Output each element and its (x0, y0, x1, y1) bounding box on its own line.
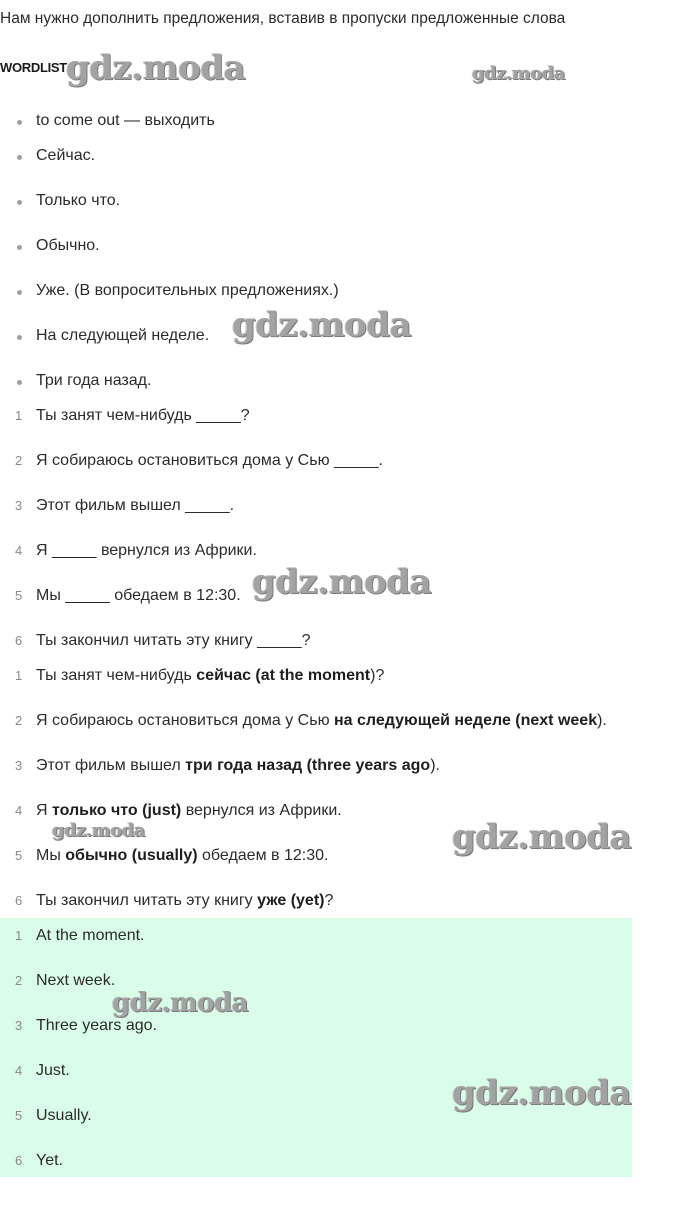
item-text (36, 890, 333, 912)
item-text: Я собираюсь остановиться дома у Сью _____. (36, 452, 383, 469)
item-number: 1 (15, 668, 23, 683)
watermark: gdz.moda (472, 63, 565, 84)
item-text: At the moment. (36, 927, 145, 944)
item-number: 5 (15, 1108, 23, 1123)
watermark: gdz.moda (452, 1073, 632, 1113)
item-text: Yet. (36, 1152, 63, 1169)
watermark: gdz.moda (66, 48, 246, 88)
item-text: Three years ago. (36, 1017, 157, 1034)
item-number: 4 (15, 1063, 23, 1078)
watermark: gdz.moda (252, 562, 432, 602)
wordlist-item: Сейчас. (36, 145, 95, 167)
answer-highlight: уже (yet) (257, 892, 325, 909)
text-before: Мы (36, 847, 66, 864)
item-text (36, 710, 607, 732)
item-number: 3 (15, 1018, 23, 1033)
item-text: Usually. (36, 1107, 92, 1124)
wordlist-item: Обычно. (36, 235, 100, 257)
text-after: обедаем в 12:30. (197, 847, 329, 864)
text-after: ). (597, 712, 607, 729)
answer-box (0, 918, 632, 1177)
text-before: Ты занят чем-нибудь (36, 667, 197, 684)
text-after: ? (324, 892, 334, 909)
item-text: Я _____ вернулся из Африки. (36, 542, 257, 559)
item-text (36, 845, 328, 867)
answer-highlight: обычно (usually) (65, 847, 198, 864)
watermark: gdz.moda (452, 817, 632, 857)
wordlist-title: WORDLIST (0, 60, 67, 75)
answer-highlight: на следующей неделе (next week (334, 712, 598, 729)
answer-highlight: сейчас (at the moment (196, 667, 371, 684)
item-number: 6 (15, 1153, 23, 1168)
item-number: 1 (15, 408, 23, 423)
intro-text: Нам нужно дополнить предложения, вставив в пропуски предложенные слова (0, 10, 566, 27)
watermark: gdz.moda (52, 820, 145, 841)
watermark: gdz.moda (112, 988, 249, 1018)
wordlist-item: На следующей неделе. (36, 325, 209, 347)
item-text: Этот фильм вышел _____. (36, 497, 235, 514)
item-number: 1 (15, 928, 23, 943)
watermark: gdz.moda (232, 305, 412, 345)
wordlist-item: Уже. (В вопросительных предложениях.) (36, 280, 339, 302)
item-number: 3 (15, 498, 23, 513)
wordlist-item: Три года назад. (36, 370, 151, 392)
wordlist-item: to come out — выходить (36, 110, 215, 132)
item-number: 2 (15, 713, 23, 728)
text-before: Я собираюсь остановиться дома у Сью (36, 712, 335, 729)
item-number: 6 (15, 893, 23, 908)
item-text: Мы _____ обедаем в 12:30. (36, 587, 241, 604)
item-number: 5 (15, 588, 23, 603)
item-text: Ты закончил читать эту книгу _____? (36, 632, 311, 649)
item-number: 6 (15, 633, 23, 648)
item-number: 4 (15, 803, 23, 818)
item-number: 3 (15, 758, 23, 773)
text-after: )? (370, 667, 385, 684)
item-text: Next week. (36, 972, 116, 989)
text-after: ). (430, 757, 440, 774)
text-before: Ты закончил читать эту книгу (36, 892, 258, 909)
item-text: Ты занят чем-нибудь _____? (36, 407, 250, 424)
item-number: 2 (15, 453, 23, 468)
item-text (36, 665, 384, 687)
item-text (36, 800, 342, 822)
answer-highlight: три года назад (three years ago (185, 757, 431, 774)
item-number: 4 (15, 543, 23, 558)
item-number: 2 (15, 973, 23, 988)
text-before: Этот фильм вышел (36, 757, 186, 774)
item-text: Just. (36, 1062, 70, 1079)
text-before: Я (36, 802, 52, 819)
text-after: вернулся из Африки. (181, 802, 342, 819)
wordlist-item: Только что. (36, 190, 120, 212)
item-number: 5 (15, 848, 23, 863)
answer-highlight: только что (just) (52, 802, 182, 819)
item-text (36, 755, 440, 777)
